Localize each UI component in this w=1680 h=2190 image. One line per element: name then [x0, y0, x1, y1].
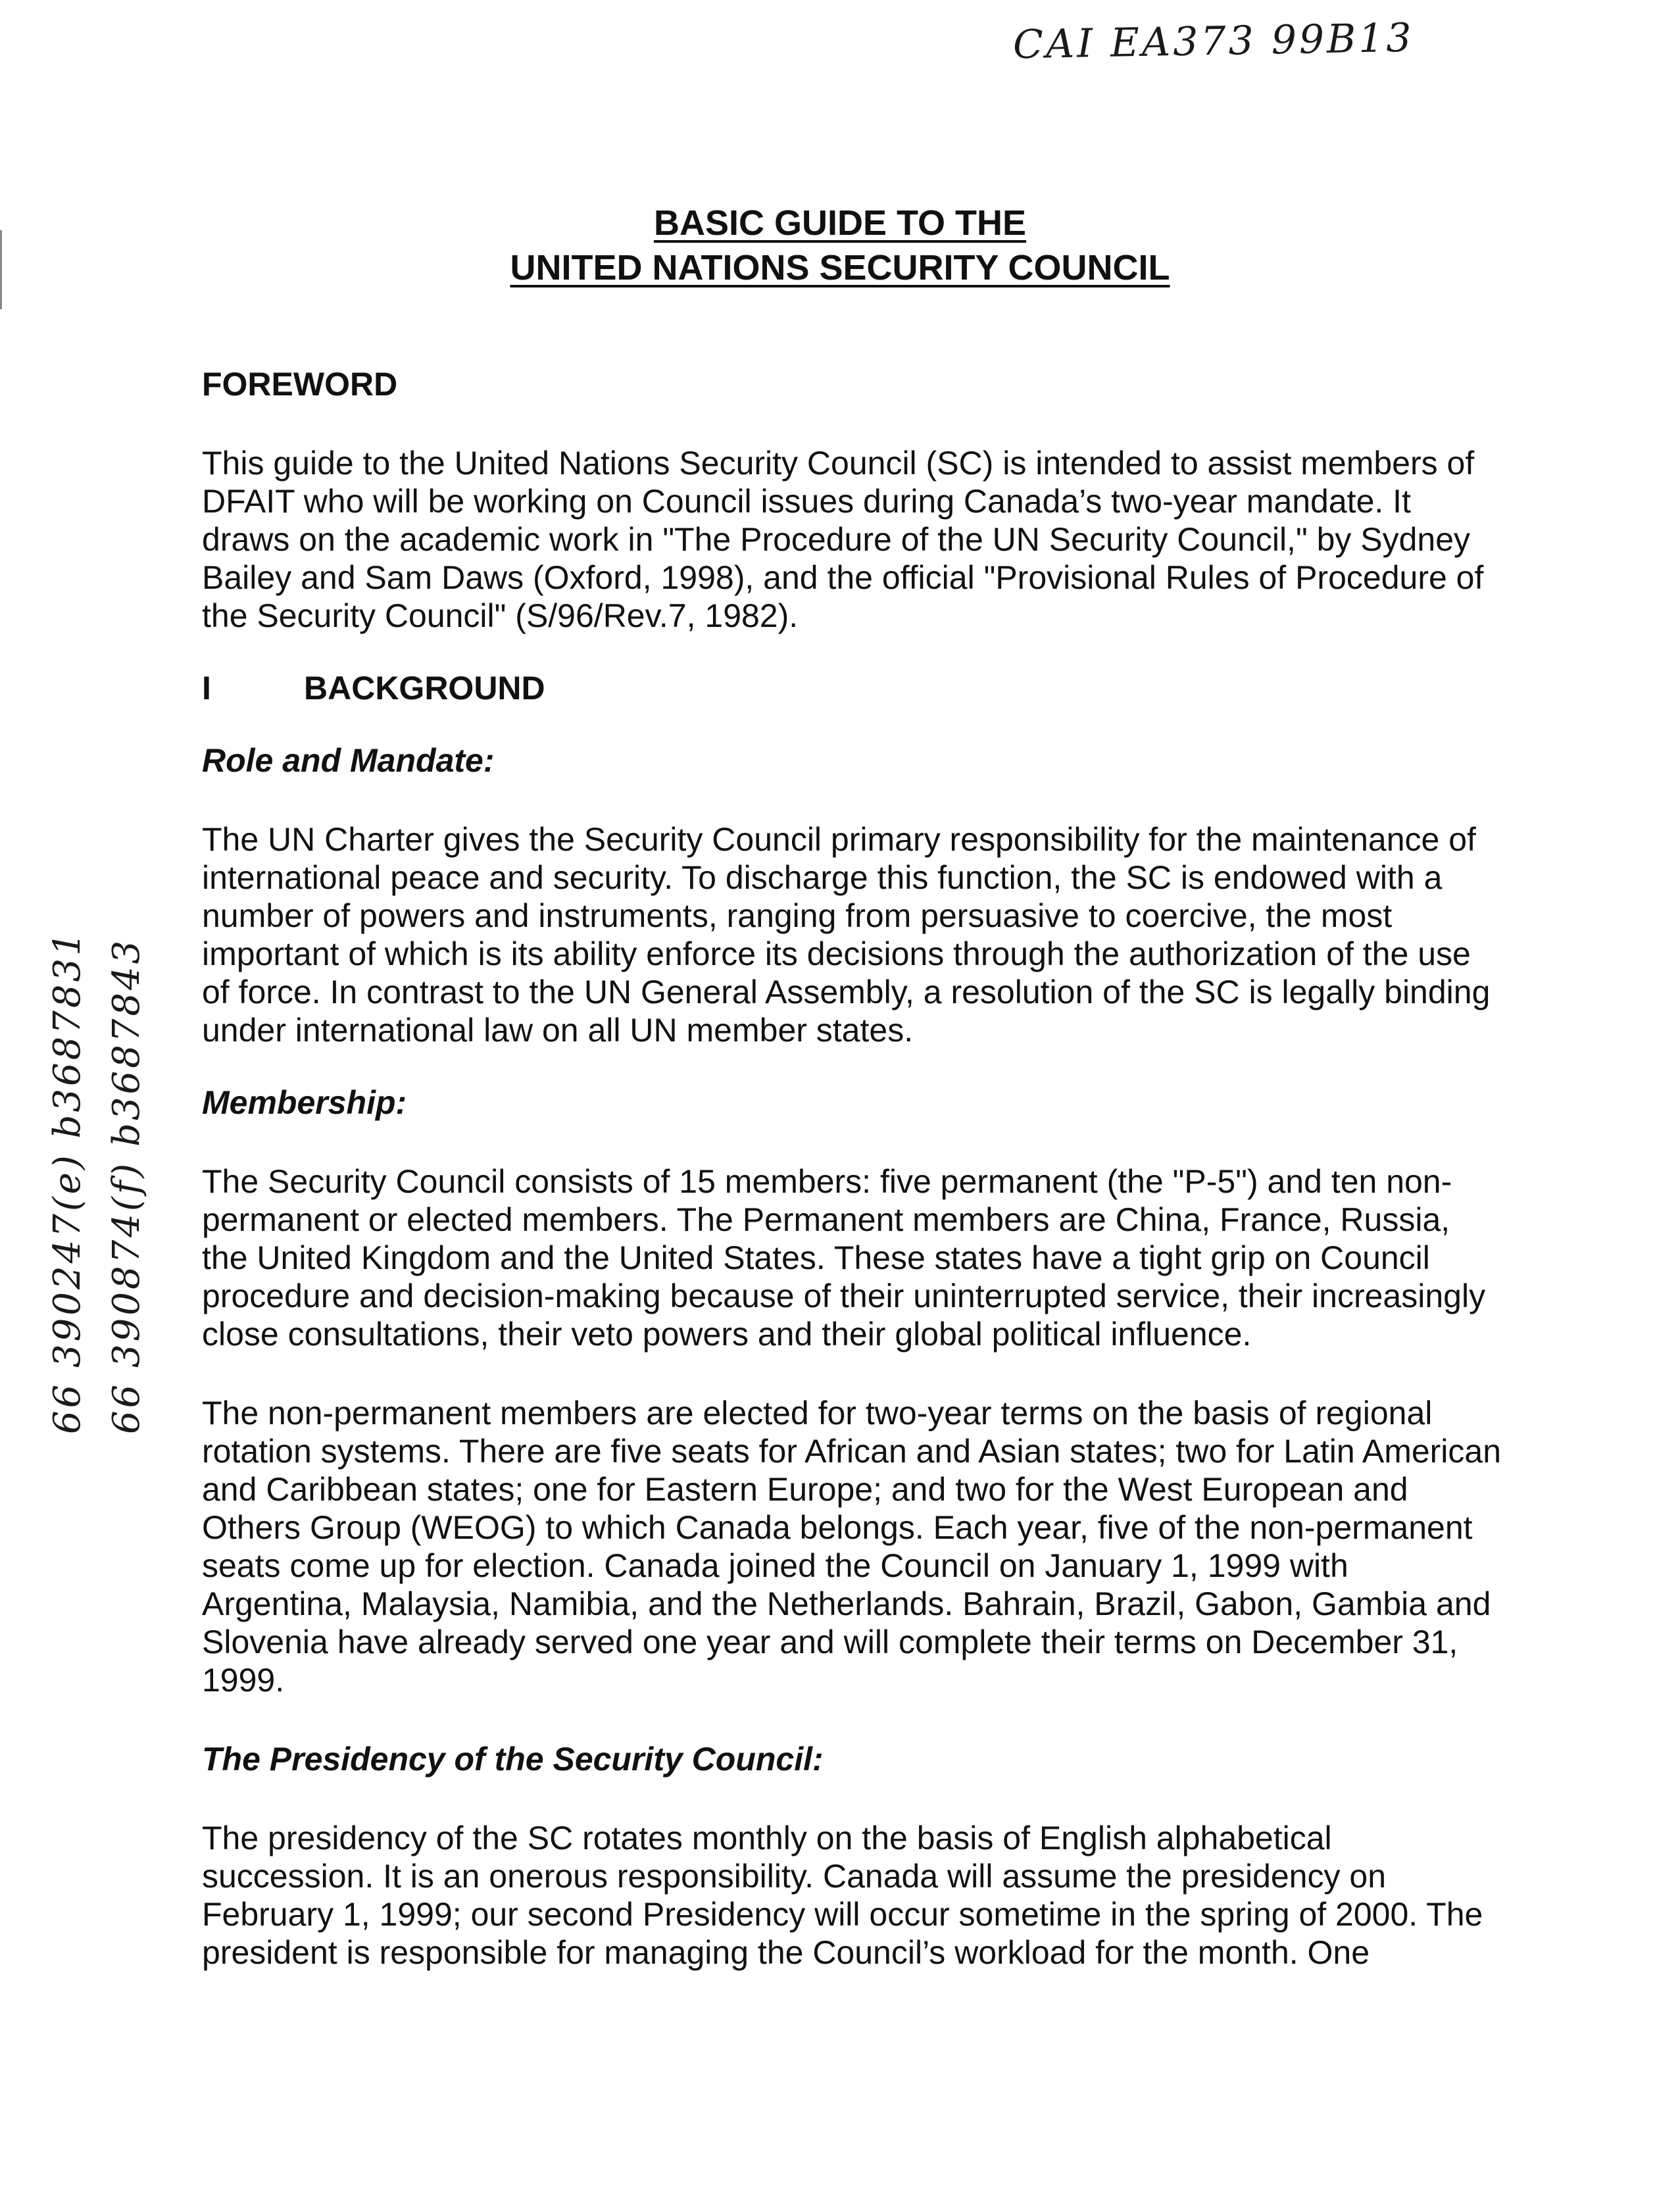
presidency-heading: The Presidency of the Security Council:: [202, 1741, 824, 1778]
foreword-heading: FOREWORD: [202, 366, 398, 403]
role-mandate-heading: Role and Mandate:: [202, 742, 495, 779]
section-number: I: [202, 670, 211, 707]
presidency-paragraph: The presidency of the SC rotates monthly on the basis of English alphabetical succession. It is an onerous responsibility. Canada will assume the presidency on February 1, 1999; our second Presidency will occur sometime in the spring of 2000. The president is responsible for managing the Council’s workload for the month. One: [202, 1820, 1483, 1971]
title-line-1: BASIC GUIDE TO THE: [653, 203, 1027, 243]
foreword-paragraph: This guide to the United Nations Security Council (SC) is intended to assist members of DFAIT who will be working on Council issues during Canada’s two-year mandate. It draws on the academic work in "The Procedure of the UN Security Council," by Sydney Bailey and Sam Daws (Oxford, 1998), and the official "Provisional Rules of Procedure of the Security Council" (S/96/Rev.7, 1982).: [202, 445, 1484, 634]
section-title: BACKGROUND: [304, 670, 545, 707]
handwritten-catalog-code: CAI EA373 99B13: [1012, 14, 1415, 68]
section-heading-background: [202, 669, 1504, 707]
membership-paragraph-1: The Security Council consists of 15 members: five permanent (the "P-5") and ten non-permanent or elected members. The Permanent members are China, France, Russia, the United Kingdom and the United States. These states have a tight grip on Council procedure and decision-making because of their uninterrupted service, their increasingly close consultations, their veto powers and their global political influence.: [202, 1163, 1486, 1353]
membership-paragraph-2: The non-permanent members are elected for two-year terms on the basis of regional rotation systems. There are five seats for African and Asian states; two for Latin American and Caribbean states; one for Eastern Europe; and two for the West European and Others Group (WEOG) to which Canada belongs. Each year, five of the non-permanent seats come up for election. Canada joined the Council on January 1, 1999 with Argentina, Malaysia, Namibia, and the Netherlands. Bahrain, Brazil, Gabon, Gambia and Slovenia have already served one year and will complete their terms on December 31, 1999.: [202, 1395, 1502, 1699]
document-body: [202, 365, 1504, 1972]
document-title: [0, 201, 1680, 290]
membership-heading: Membership:: [202, 1084, 407, 1121]
role-mandate-paragraph: The UN Charter gives the Security Council primary responsibility for the maintenance of international peace and security. To discharge this function, the SC is endowed with a number of powers and instruments, ranging from persuasive to coercive, the most important of which is its ability enforce its decisions through the authorization of the use of force. In contrast to the UN General Assembly, a resolution of the SC is legally binding under international law on all UN member states.: [202, 821, 1491, 1049]
title-line-2: UNITED NATIONS SECURITY COUNCIL: [510, 248, 1170, 287]
handwritten-margin-note-1: 66 390247(e) b3687831: [46, 930, 89, 1434]
handwritten-margin-note-2: 66 390874(f) b3687843: [105, 937, 148, 1434]
